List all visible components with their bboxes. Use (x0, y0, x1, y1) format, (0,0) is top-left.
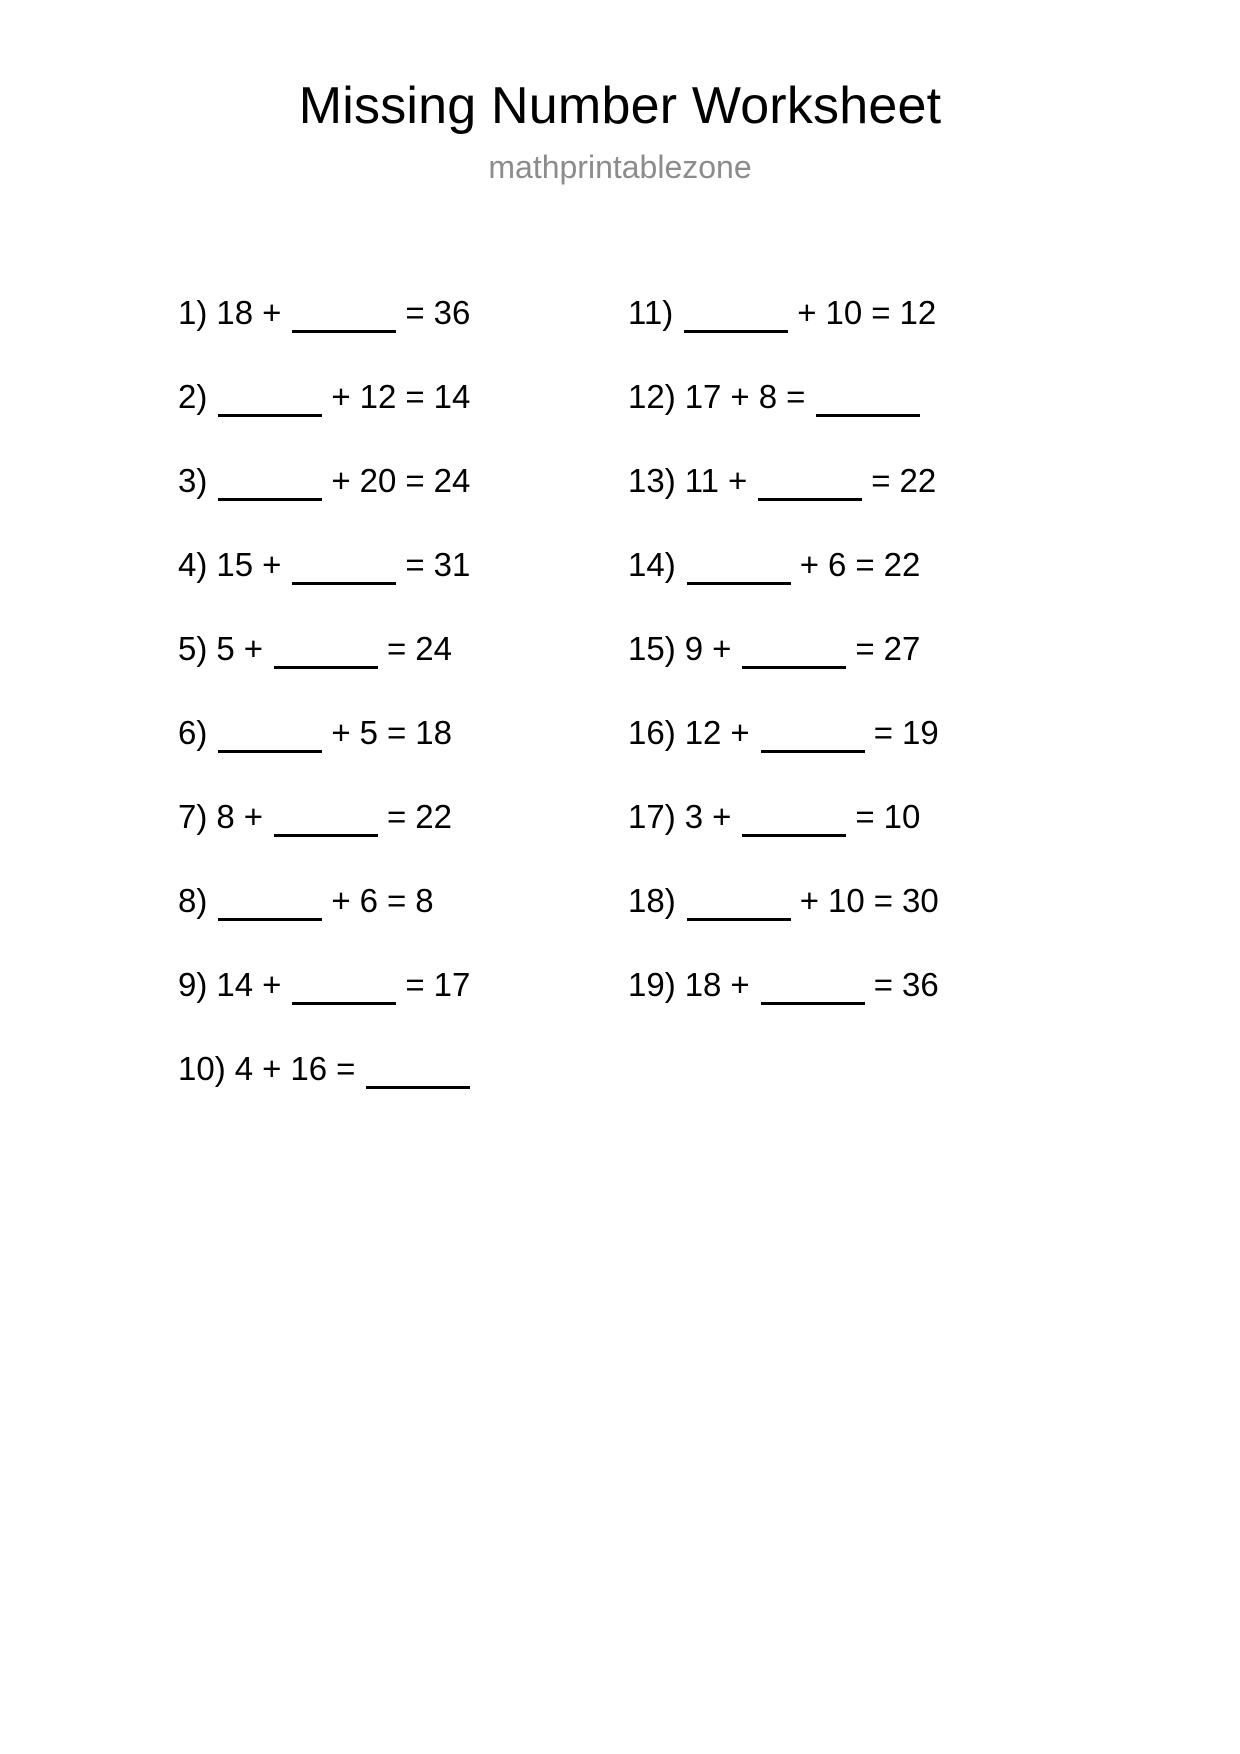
addend-second: 5 (359, 714, 378, 751)
sum-value: 22 (415, 798, 452, 835)
answer-blank[interactable] (816, 414, 920, 417)
problem-number: 7) (178, 798, 208, 835)
addend-second: 6 (359, 882, 378, 919)
addend-first: 5 (216, 630, 235, 667)
problem-item (178, 1052, 628, 1136)
page-title: Missing Number Worksheet (298, 77, 942, 135)
plus-operator: + (243, 630, 263, 667)
problem-number: 6) (178, 714, 208, 751)
sum-value: 17 (433, 966, 471, 1003)
answer-blank[interactable] (274, 834, 378, 837)
sum-value: 18 (415, 714, 452, 751)
problem-item (178, 464, 628, 548)
plus-operator: + (243, 798, 263, 835)
problem-item (628, 968, 1058, 1052)
addend-second: 6 (827, 546, 847, 583)
problem-column-left (178, 296, 628, 1136)
plus-operator: + (262, 1050, 282, 1087)
problem-item (178, 968, 628, 1052)
equals-operator: = (873, 882, 893, 919)
equals-operator: = (386, 882, 407, 919)
sum-value: 22 (899, 462, 937, 499)
equals-operator: = (855, 630, 875, 667)
addend-second: 16 (290, 1050, 328, 1087)
addend-first: 12 (684, 714, 722, 751)
sum-value: 8 (415, 882, 434, 919)
plus-operator: + (262, 966, 282, 1003)
problem-number: 2) (178, 378, 208, 415)
plus-operator: + (262, 546, 282, 583)
problem-number: 13) (628, 462, 676, 499)
addend-second: 10 (825, 294, 863, 331)
problem-number: 17) (628, 798, 676, 835)
problem-number: 15) (628, 630, 676, 667)
problem-grid (0, 296, 1240, 1136)
problem-item (178, 632, 628, 716)
problem-number: 10) (178, 1050, 226, 1087)
sum-value: 36 (901, 966, 939, 1003)
addend-first: 9 (684, 630, 704, 667)
equals-operator: = (405, 378, 425, 415)
sum-value: 14 (433, 378, 471, 415)
sum-value: 24 (433, 462, 471, 499)
equals-operator: = (871, 294, 891, 331)
problem-item (178, 296, 628, 380)
addend-second: 20 (359, 462, 397, 499)
plus-operator: + (730, 966, 750, 1003)
problem-number: 4) (178, 546, 208, 583)
answer-blank[interactable] (684, 330, 788, 333)
problem-number: 3) (178, 462, 208, 499)
answer-blank[interactable] (742, 666, 846, 669)
equals-operator: = (336, 1050, 356, 1087)
answer-blank[interactable] (758, 498, 862, 501)
answer-blank[interactable] (218, 498, 322, 501)
problem-number: 19) (628, 966, 676, 1003)
sum-value: 10 (883, 798, 921, 835)
problem-number: 5) (178, 630, 208, 667)
plus-operator: + (712, 798, 732, 835)
sum-value: 24 (415, 630, 452, 667)
equals-operator: = (405, 294, 425, 331)
equals-operator: = (855, 546, 875, 583)
equals-operator: = (786, 378, 806, 415)
problem-item (178, 716, 628, 800)
equals-operator: = (386, 798, 407, 835)
problem-number: 8) (178, 882, 208, 919)
sum-value: 36 (433, 294, 471, 331)
equals-operator: = (405, 462, 425, 499)
plus-operator: + (262, 294, 282, 331)
problem-number: 1) (178, 294, 208, 331)
equals-operator: = (873, 966, 893, 1003)
equals-operator: = (405, 966, 425, 1003)
addend-first: 8 (216, 798, 235, 835)
problem-item (628, 380, 1058, 464)
addend-second: 10 (827, 882, 865, 919)
addend-second: 12 (359, 378, 397, 415)
plus-operator: + (712, 630, 732, 667)
plus-operator: + (331, 378, 351, 415)
addend-first: 18 (684, 966, 722, 1003)
addend-first: 14 (216, 966, 254, 1003)
equals-operator: = (386, 630, 407, 667)
problem-item (628, 632, 1058, 716)
addend-first: 17 (684, 378, 722, 415)
worksheet-header (0, 0, 1240, 185)
addend-first: 18 (216, 294, 254, 331)
problem-number: 14) (628, 546, 676, 583)
addend-first: 3 (684, 798, 704, 835)
problem-number: 16) (628, 714, 676, 751)
answer-blank[interactable] (761, 750, 865, 753)
sum-value: 19 (901, 714, 939, 751)
addend-first: 15 (216, 546, 254, 583)
plus-operator: + (331, 714, 351, 751)
page-subtitle: mathprintablezone (488, 149, 752, 186)
problem-item (178, 380, 628, 464)
sum-value: 22 (883, 546, 921, 583)
equals-operator: = (871, 462, 891, 499)
problem-number: 9) (178, 966, 208, 1003)
answer-blank[interactable] (761, 1002, 865, 1005)
sum-value: 12 (899, 294, 937, 331)
problem-item (178, 800, 628, 884)
plus-operator: + (730, 714, 750, 751)
plus-operator: + (799, 546, 819, 583)
plus-operator: + (727, 462, 748, 499)
answer-blank[interactable] (292, 330, 396, 333)
plus-operator: + (799, 882, 819, 919)
equals-operator: = (405, 546, 425, 583)
problem-number: 18) (628, 882, 676, 919)
answer-blank[interactable] (292, 1002, 396, 1005)
answer-blank[interactable] (218, 918, 322, 921)
sum-value: 31 (433, 546, 471, 583)
answer-blank[interactable] (742, 834, 846, 837)
problem-item (628, 464, 1058, 548)
problem-column-right (628, 296, 1058, 1052)
plus-operator: + (797, 294, 817, 331)
problem-number: 11) (628, 294, 674, 331)
sum-value: 27 (883, 630, 921, 667)
answer-blank[interactable] (218, 750, 322, 753)
problem-item (628, 716, 1058, 800)
equals-operator: = (855, 798, 875, 835)
answer-blank[interactable] (274, 666, 378, 669)
answer-blank[interactable] (292, 582, 396, 585)
sum-value: 30 (901, 882, 939, 919)
answer-blank[interactable] (366, 1086, 470, 1089)
equals-operator: = (386, 714, 407, 751)
plus-operator: + (331, 462, 351, 499)
addend-second: 8 (758, 378, 778, 415)
addend-first: 11 (684, 462, 719, 499)
problem-item (628, 548, 1058, 632)
problem-item (628, 800, 1058, 884)
answer-blank[interactable] (687, 918, 791, 921)
problem-item (628, 296, 1058, 380)
addend-first: 4 (234, 1050, 254, 1087)
equals-operator: = (873, 714, 893, 751)
problem-item (628, 884, 1058, 968)
answer-blank[interactable] (687, 582, 791, 585)
problem-item (178, 884, 628, 968)
problem-number: 12) (628, 378, 676, 415)
answer-blank[interactable] (218, 414, 322, 417)
problem-item (178, 548, 628, 632)
plus-operator: + (331, 882, 351, 919)
plus-operator: + (730, 378, 750, 415)
